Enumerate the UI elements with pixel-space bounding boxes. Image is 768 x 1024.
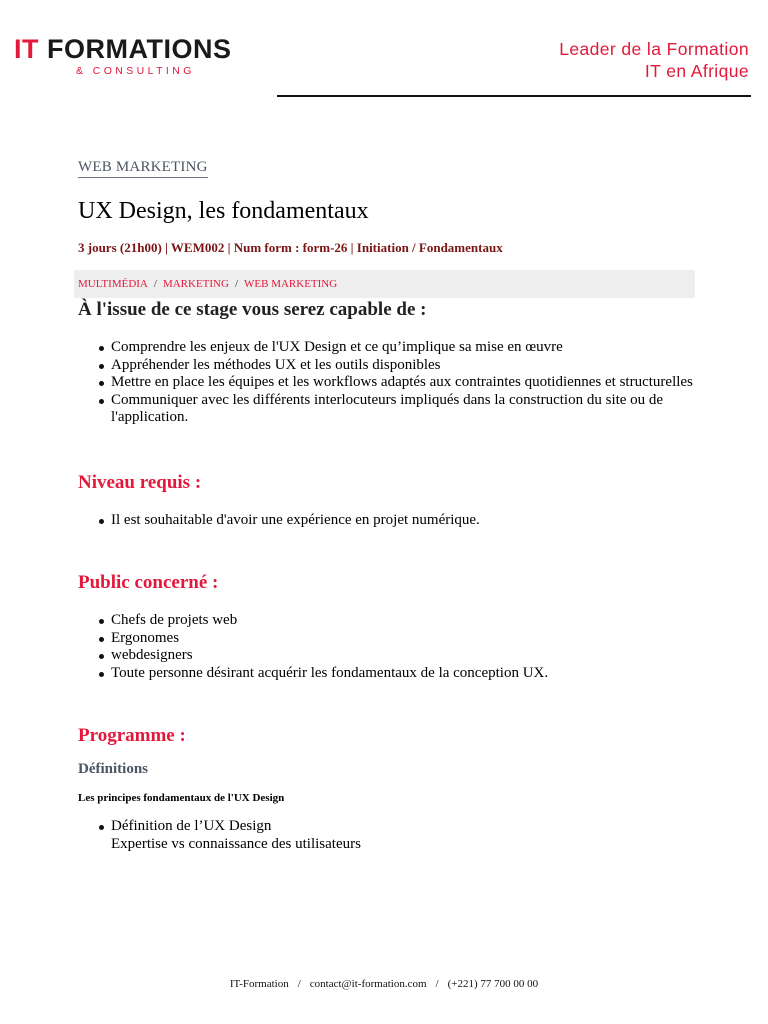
objectives-heading: À l'issue de ce stage vous serez capable de : [78, 299, 427, 320]
breadcrumb-separator: / [234, 278, 238, 290]
list-item: Communiquer avec les différents interlocuteurs impliqués dans la construction du site ou de l'application. [78, 392, 696, 427]
breadcrumb-item-marketing[interactable]: MARKETING [162, 278, 229, 290]
footer-company: IT-Formation [229, 978, 289, 990]
footer-separator: / [435, 978, 439, 990]
program-item-line-1: Définition de l’UX Design [111, 818, 272, 834]
course-title: UX Design, les fondamentaux [78, 198, 369, 224]
course-category: WEB MARKETING [78, 159, 208, 178]
program-list [78, 818, 696, 853]
audience-list [78, 612, 696, 682]
list-item: webdesigners [78, 647, 696, 665]
list-item: Comprendre les enjeux de l'UX Design et ce qu’implique sa mise en œuvre [78, 339, 696, 357]
prerequisites-list [78, 512, 696, 530]
header-tagline [559, 38, 749, 82]
breadcrumb-separator: / [153, 278, 157, 290]
list-item: Mettre en place les équipes et les workflows adaptés aux contraintes quotidiennes et structurelles [78, 374, 696, 392]
program-item-line-2: Expertise vs connaissance des utilisateurs [111, 835, 361, 852]
objectives-list [78, 339, 696, 427]
logo-formations: FORMATIONS [47, 34, 232, 64]
program-heading: Programme : [78, 725, 186, 746]
list-item [78, 818, 696, 853]
tagline-line-2: IT en Afrique [644, 61, 749, 81]
logo-subtitle: & CONSULTING [76, 65, 195, 77]
logo-wordmark [14, 36, 232, 63]
header-divider [277, 95, 751, 97]
breadcrumb-item-multimedia[interactable]: MULTIMÉDIA [78, 278, 148, 290]
course-meta: 3 jours (21h00) | WEM002 | Num form : form-26 | Initiation / Fondamentaux [78, 240, 503, 255]
program-chapter: Les principes fondamentaux de l'UX Design [78, 792, 285, 804]
page-footer [0, 978, 768, 990]
list-item: Appréhender les méthodes UX et les outils disponibles [78, 357, 696, 375]
footer-phone: (+221) 77 700 00 00 [447, 978, 539, 990]
list-item: Il est souhaitable d'avoir une expérience en projet numérique. [78, 512, 696, 530]
logo-it: IT [14, 34, 39, 64]
company-logo [14, 36, 232, 77]
breadcrumb-item-web-marketing[interactable]: WEB MARKETING [244, 278, 338, 290]
footer-separator: / [297, 978, 301, 990]
footer-email[interactable]: contact@it-formation.com [309, 978, 427, 990]
list-item: Chefs de projets web [78, 612, 696, 630]
breadcrumb [74, 270, 695, 298]
course-content [78, 158, 696, 853]
list-item: Ergonomes [78, 630, 696, 648]
prerequisites-heading: Niveau requis : [78, 471, 202, 493]
tagline-line-1: Leader de la Formation [559, 39, 749, 59]
audience-heading: Public concerné : [78, 572, 219, 593]
program-subtitle: Définitions [78, 761, 149, 777]
list-item: Toute personne désirant acquérir les fondamentaux de la conception UX. [78, 665, 696, 683]
